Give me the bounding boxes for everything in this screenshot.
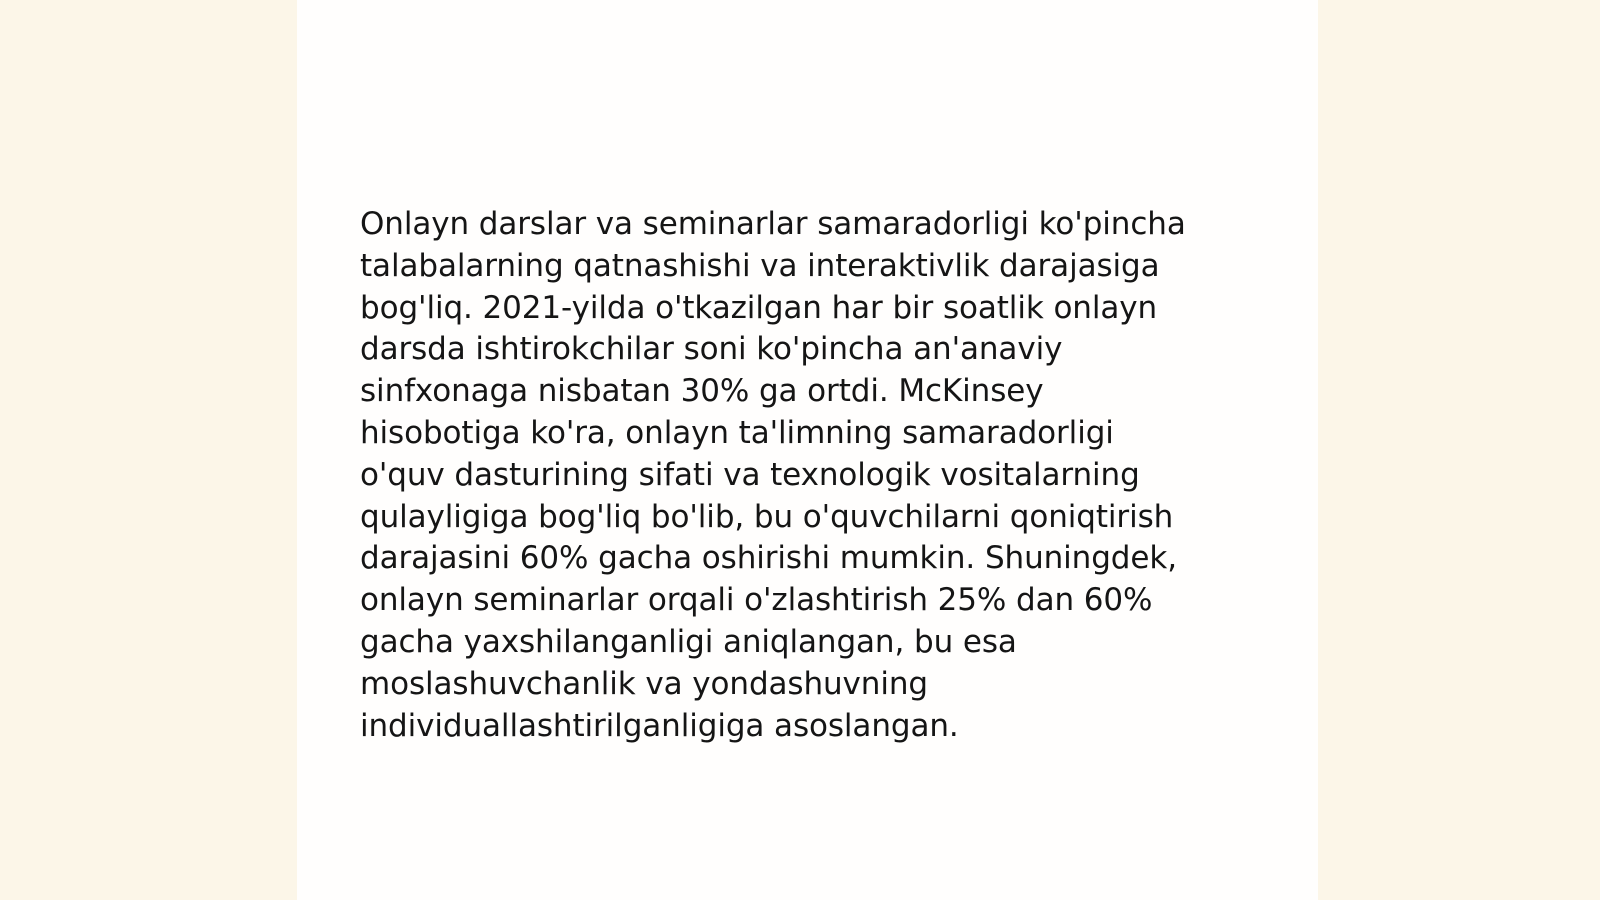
- paragraph-line: bog'liq. 2021-yilda o'tkazilgan har bir soatlik onlayn: [360, 289, 1158, 326]
- paragraph-line: gacha yaxshilanganligi aniqlangan, bu esa: [360, 623, 1017, 660]
- paragraph: [360, 204, 1260, 747]
- paragraph-line: onlayn seminarlar orqali o'zlashtirish 25% dan 60%: [360, 582, 1153, 619]
- paragraph-line: Onlayn darslar va seminarlar samaradorligi ko'pincha: [360, 206, 1186, 242]
- paragraph-line: darajasini 60% gacha oshirishi mumkin. Shuningdek,: [360, 540, 1177, 577]
- paragraph-line: individuallashtirilganligiga asoslangan.: [360, 707, 959, 744]
- paragraph-line: moslashuvchanlik va yondashuvning: [360, 665, 928, 702]
- paragraph-line: qulayligiga bog'liq bo'lib, bu o'quvchilarni qoniqtirish: [360, 498, 1174, 535]
- paragraph-line: sinfxonaga nisbatan 30% ga ortdi. McKinsey: [360, 373, 1044, 410]
- paragraph-line: talabalarning qatnashishi va interaktivlik darajasiga: [360, 247, 1160, 284]
- document-page: [297, 0, 1318, 900]
- paragraph-line: hisobotiga ko'ra, onlayn ta'limning samaradorligi: [360, 414, 1114, 451]
- paragraph-line: o'quv dasturining sifati va texnologik vositalarning: [360, 456, 1140, 493]
- paragraph-line: darsda ishtirokchilar soni ko'pincha an'anaviy: [360, 331, 1063, 368]
